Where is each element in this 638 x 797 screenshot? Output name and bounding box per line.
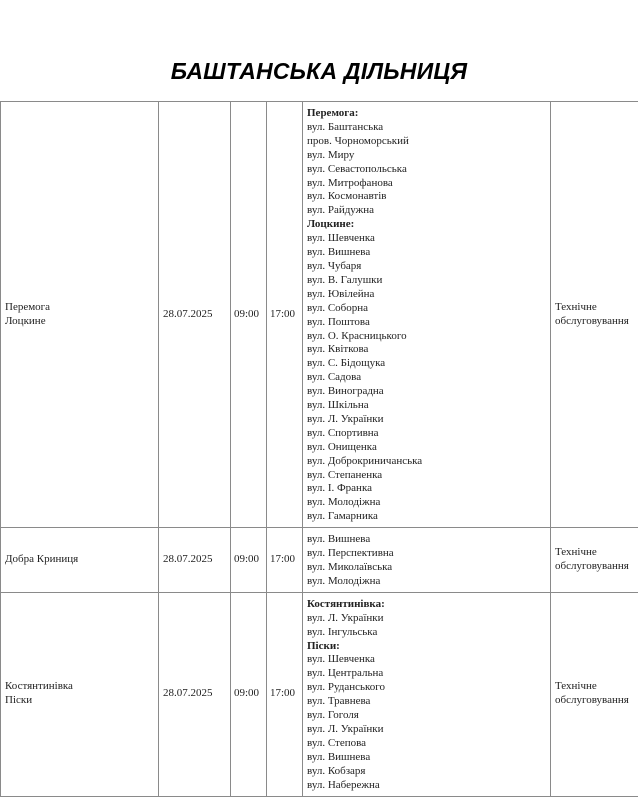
- street-name: вул. Інгульська: [307, 626, 546, 640]
- street-name: вул. Доброкриничанська: [307, 455, 546, 469]
- street-name: вул. Шевченка: [307, 232, 546, 246]
- street-name: вул. Вишнева: [307, 246, 546, 260]
- street-name: вул. Миру: [307, 149, 546, 163]
- street-name: вул. Онищенка: [307, 441, 546, 455]
- locality-heading: Костянтинівка:: [307, 598, 546, 612]
- page-title: БАШТАНСЬКА ДІЛЬНИЦЯ: [0, 58, 638, 85]
- start-time: 09:00: [234, 553, 263, 567]
- work-type-cell: [551, 528, 638, 593]
- work-type-text: Технічне: [555, 301, 638, 315]
- street-name: вул. Космонавтів: [307, 190, 546, 204]
- locality-name: Добра Криниця: [5, 553, 154, 567]
- streets-cell: [303, 592, 551, 796]
- street-name: вул. Перспективна: [307, 547, 546, 561]
- streets-cell: [303, 528, 551, 593]
- table-row: [1, 528, 638, 593]
- street-name: вул. Степова: [307, 737, 546, 751]
- work-type-text: обслуговування: [555, 315, 638, 329]
- locality-name: Піски: [5, 694, 154, 708]
- work-type-text: Технічне: [555, 680, 638, 694]
- street-name: вул. Спортивна: [307, 427, 546, 441]
- street-name: вул. Гамарника: [307, 510, 546, 524]
- street-name: вул. Поштова: [307, 316, 546, 330]
- locality-name: Костянтинівка: [5, 680, 154, 694]
- streets-cell: [303, 102, 551, 528]
- date-cell: [159, 102, 231, 528]
- street-name: вул. Соборна: [307, 302, 546, 316]
- street-name: вул. Шкільна: [307, 399, 546, 413]
- street-name: вул. Степаненка: [307, 469, 546, 483]
- street-name: вул. Гоголя: [307, 709, 546, 723]
- street-name: вул. Вишнева: [307, 533, 546, 547]
- outage-schedule-table: [0, 101, 638, 797]
- end-time-cell: [267, 592, 303, 796]
- end-time-cell: [267, 528, 303, 593]
- locality-cell: [1, 102, 159, 528]
- locality-heading: Піски:: [307, 640, 546, 654]
- street-name: вул. Баштанська: [307, 121, 546, 135]
- locality-name: Перемога: [5, 301, 154, 315]
- street-name: вул. Севастопольська: [307, 163, 546, 177]
- street-name: вул. Молодіжна: [307, 496, 546, 510]
- street-name: вул. Шевченка: [307, 653, 546, 667]
- street-name: вул. В. Галушки: [307, 274, 546, 288]
- street-name: вул. Квіткова: [307, 343, 546, 357]
- date-cell: [159, 528, 231, 593]
- end-time: 17:00: [270, 308, 299, 322]
- street-name: вул. Виноградна: [307, 385, 546, 399]
- work-type-text: обслуговування: [555, 560, 638, 574]
- street-name: вул. Митрофанова: [307, 177, 546, 191]
- street-name: вул. Молодіжна: [307, 575, 546, 589]
- street-name: вул. Центральна: [307, 667, 546, 681]
- locality-cell: [1, 528, 159, 593]
- table-row: [1, 102, 638, 528]
- street-name: вул. Райдужна: [307, 204, 546, 218]
- street-name: вул. О. Красницького: [307, 330, 546, 344]
- street-name: вул. І. Франка: [307, 482, 546, 496]
- street-name: вул. Л. Українки: [307, 612, 546, 626]
- street-name: вул. Кобзаря: [307, 765, 546, 779]
- street-name: вул. Миколаївська: [307, 561, 546, 575]
- end-time: 17:00: [270, 553, 299, 567]
- start-time-cell: [231, 528, 267, 593]
- date-value: 28.07.2025: [163, 308, 226, 322]
- street-name: вул. Вишнева: [307, 751, 546, 765]
- street-name: вул. Л. Українки: [307, 723, 546, 737]
- street-name: вул. Л. Українки: [307, 413, 546, 427]
- street-name: вул. Ювілейна: [307, 288, 546, 302]
- street-name: пров. Чорноморський: [307, 135, 546, 149]
- work-type-cell: [551, 102, 638, 528]
- start-time-cell: [231, 592, 267, 796]
- locality-heading: Перемога:: [307, 107, 546, 121]
- locality-cell: [1, 592, 159, 796]
- locality-heading: Лоцкине:: [307, 218, 546, 232]
- street-name: вул. Травнева: [307, 695, 546, 709]
- start-time: 09:00: [234, 308, 263, 322]
- street-name: вул. Чубаря: [307, 260, 546, 274]
- date-value: 28.07.2025: [163, 687, 226, 701]
- work-type-text: Технічне: [555, 546, 638, 560]
- locality-name: Лоцкине: [5, 315, 154, 329]
- street-name: вул. С. Бідощука: [307, 357, 546, 371]
- start-time: 09:00: [234, 687, 263, 701]
- date-value: 28.07.2025: [163, 553, 226, 567]
- street-name: вул. Садова: [307, 371, 546, 385]
- start-time-cell: [231, 102, 267, 528]
- end-time: 17:00: [270, 687, 299, 701]
- work-type-cell: [551, 592, 638, 796]
- street-name: вул. Руданського: [307, 681, 546, 695]
- street-name: вул. Набережна: [307, 779, 546, 793]
- end-time-cell: [267, 102, 303, 528]
- table-row: [1, 592, 638, 796]
- date-cell: [159, 592, 231, 796]
- work-type-text: обслуговування: [555, 694, 638, 708]
